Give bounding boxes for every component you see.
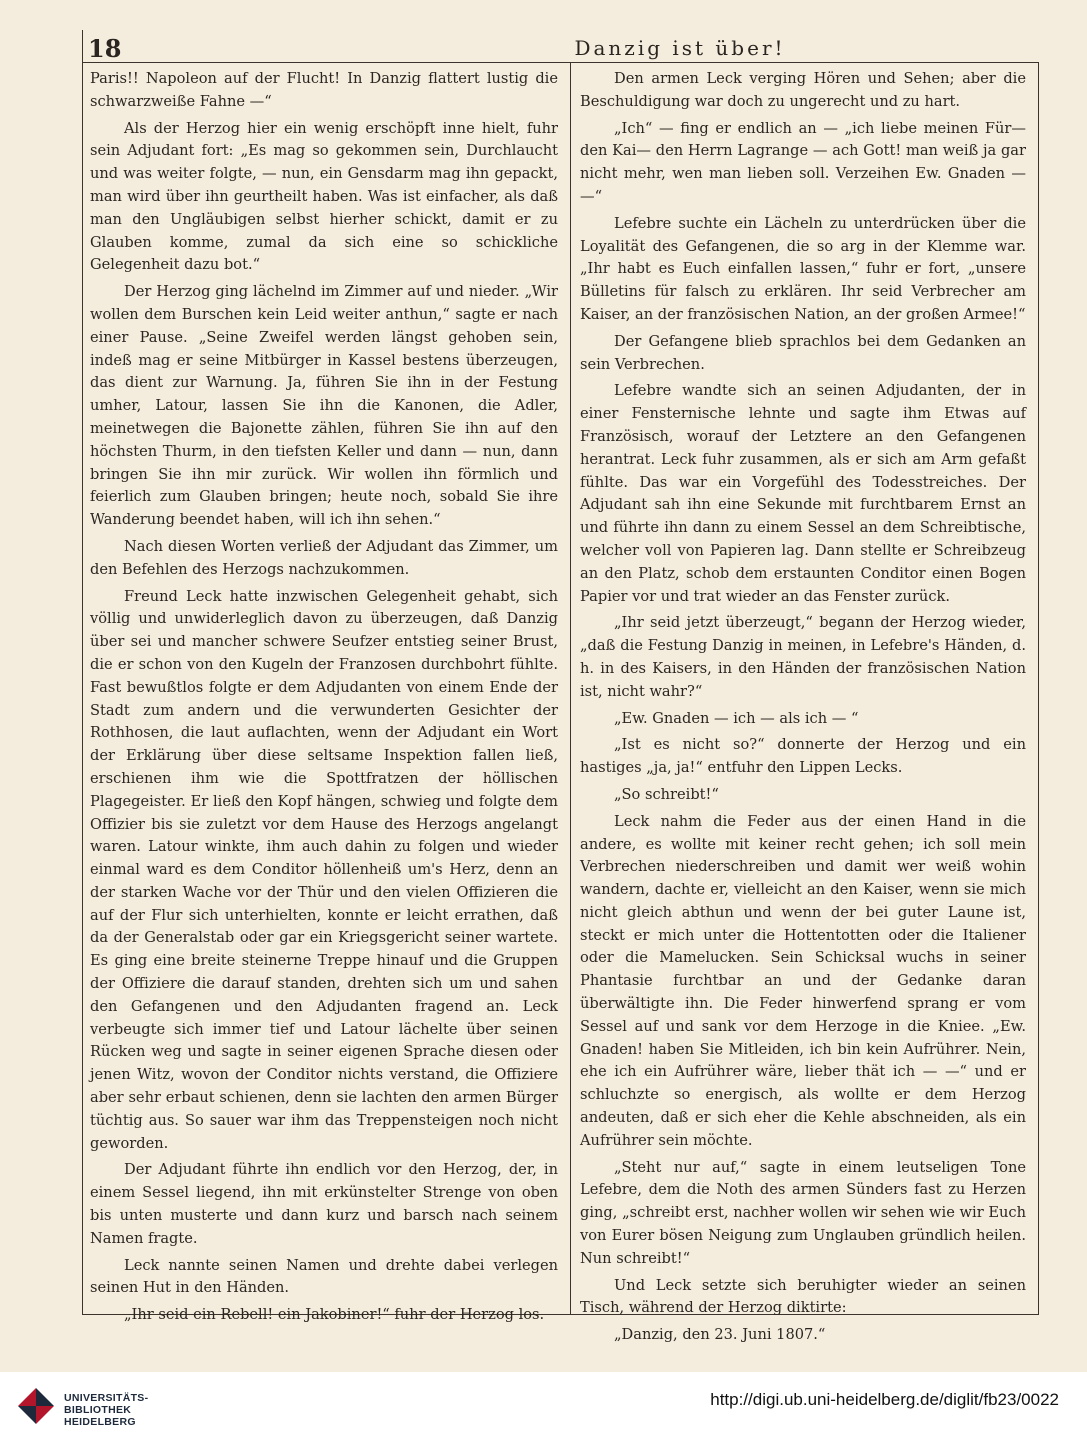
paragraph: Lefebre suchte ein Lächeln zu unterdrücken über die Loyalität des Gefangenen, die so arg in der Klemme war. „Ihr habt es Euch einfallen lassen,“ fuhr er fort, „unsere Bülletins für falsch zu erklären. Ihr seid Verbrecher am Kaiser, an der französischen Nation, an der großen Armee!“ (580, 214, 1026, 323)
paragraph: „Ihr seid ein Rebell! ein Jakobiner!“ fuhr der Herzog los. (124, 1306, 545, 1324)
paragraph: Nach diesen Worten verließ der Adjudant das Zimmer, um den Befehlen des Herzogs nachzukommen. (90, 537, 558, 578)
paragraph: „Steht nur auf,“ sagte in einem leutseligen Tone Lefebre, dem die Noth des armen Sünders fast zu Herzen ging, „schreibt erst, nachher wollen wir sehen wie wir Euch von Eurer bösen Neigung zum Unglauben gründlich heilen. Nun schreibt!“ (580, 1158, 1026, 1267)
library-name (64, 1392, 148, 1428)
right-column (580, 68, 1026, 1351)
paragraph: „Danzig, den 23. Juni 1807.“ (614, 1326, 826, 1344)
paragraph: „Ich“ — fing er endlich an — „ich liebe meinen Für— den Kai— den Herrn Lagrange — ach Gott! man weiß ja gar nicht mehr, wen man lieben soll. Verzeihen Ew. Gnaden — —“ (580, 119, 1026, 205)
page-frame-left-rule (82, 30, 83, 1314)
paragraph: „So schreibt!“ (614, 785, 719, 803)
paragraph: Der Gefangene blieb sprachlos bei dem Gedanken an sein Verbrechen. (580, 332, 1026, 373)
paragraph: „Ihr seid jetzt überzeugt,“ begann der Herzog wieder, „daß die Festung Danzig in meinen, in Lefebre's Händen, d. h. in des Kaisers, in den Händen der französischen Nation ist, nicht wahr?“ (580, 614, 1026, 700)
paragraph: Und Leck setzte sich beruhigter wieder an seinen Tisch, während der Herzog diktirte: (580, 1276, 1026, 1317)
running-title: Danzig ist über! (574, 36, 786, 60)
paragraph: Als der Herzog hier ein wenig erschöpft inne hielt, fuhr sein Adjudant fort: „Es mag so gekommen sein, Durchlaucht und was weiter folgte, — nun, ein Gensdarm mag ihn gepackt, man wird über ihn geurtheilt haben. Was ist einfacher, als daß man den Ungläubigen selbst hierher schickt, damit er zu Glauben komme, zumal da sich eine so schickliche Gelegenheit dazu bot.“ (90, 119, 558, 274)
paragraph: Leck nahm die Feder aus der einen Hand in die andere, es wollte mit keiner recht gehen; ich soll mein Verbrechen niederschreiben und damit wer weiß wohin wandern, dachte er, vielleicht an den Kaiser, wenn sie mich nicht gleich abthun und wenn der bei guter Laune ist, steckt er mich unter die Hottentotten oder die Italiener oder die Mamelucken. Sein Schicksal wuchs in seiner Phantasie furchtbar an und der Gedanke daran überwältigte ihn. Die Feder hinwerfend sprang er vom Sessel auf und sank vor dem Herzoge in die Kniee. „Ew. Gnaden! haben Sie Mitleiden, ich bin kein Aufrührer. Nein, ehe ich ein Aufrührer wäre, lieber thät ich — —“ und er schluchzte so energisch, als wollte er dem Herzog andeuten, daß er sich eher die Kehle abschneiden, als ein Aufrührer sein möchte. (580, 812, 1026, 1149)
library-name-line: HEIDELBERG (64, 1416, 136, 1428)
university-library-logo-icon (14, 1384, 58, 1428)
page-frame-right-rule (1038, 62, 1039, 1314)
paragraph: Paris!! Napoleon auf der Flucht! In Danzig flattert lustig die schwarzweiße Fahne —“ (90, 70, 558, 110)
column-divider (570, 62, 571, 1314)
left-column (90, 68, 558, 1331)
paragraph: Den armen Leck verging Hören und Sehen; aber die Beschuldigung war doch zu ungerecht und zu hart. (580, 70, 1026, 110)
paragraph: Der Herzog ging lächelnd im Zimmer auf und nieder. „Wir wollen dem Burschen kein Leid weiter anthun,“ sagte er nach einer Pause. „Seine Zweifel werden längst gehoben sein, indeß mag er seine Mitbürger in Kassel bestens überzeugen, das dient zur Warnung. Ja, führen Sie ihn in der Festung umher, Latour, lassen Sie ihn die Kanonen, die Adler, meinetwegen die Bajonette zählen, führen Sie ihn auf den höchsten Thurm, in den tiefsten Keller und dann — nun, dann bringen Sie ihn mir zurück. Wir wollen ihn förmlich und feierlich zum Glauben bringen; heute noch, sobald Sie ihre Wanderung beendet haben, will ich ihn sehen.“ (90, 283, 558, 529)
paragraph: Der Adjudant führte ihn endlich vor den Herzog, der, in einem Sessel liegend, ihn mit erkünstelter Strenge von oben bis unten musterte und dann kurz und barsch nach seinem Namen fragte. (90, 1161, 558, 1247)
paragraph: Freund Leck hatte inzwischen Gelegenheit gehabt, sich völlig und unwiderleglich davon zu überzeugen, daß Danzig über sei und mancher schwere Seufzer entstieg seiner Brust, die er schon von den Kugeln der Franzosen durchbohrt fühlte. Fast bewußtlos folgte er dem Adjudanten von einem Ende der Stadt zum andern und die verwunderten Gesichter der Rothhosen, die laut auflachten, wenn der Adjudant ein Wort der Erklärung über diese seltsame Inspektion fallen ließ, erschienen ihm wie die Spottfratzen der höllischen Plagegeister. Er ließ den Kopf hängen, schwieg und folgte dem Offizier bis sie zuletzt vor dem Hause des Herzogs angelangt waren. Latour winkte, ihm auch dahin zu folgen und wieder einmal ward es dem Conditor höllenheiß um's Herz, denn an der starken Wache vor der Thür und den vielen Offizieren die auf der Flur sich unterhielten, konnte er leicht errathen, daß da der Generalstab oder gar ein Kriegsgericht seiner wartete. Es ging eine breite steinerne Treppe hinauf und die Gruppen der Offiziere die darauf standen, drehten sich um und sahen den Gefangenen und den Adjudanten fragend an. Leck verbeugte sich immer tief und Latour lächelte über seinen Rücken weg und sagte in seiner eigenen Sprache diesen oder jenen Witz, wovon der Conditor nichts verstand, die Offiziere aber sehr erbaut schienen, denn sie lachten den armen Bürger tüchtig aus. So sauer war ihm das Treppensteigen noch nicht geworden. (90, 587, 558, 1152)
source-url-link[interactable]: http://digi.ub.uni-heidelberg.de/diglit/fb23/0022 (710, 1390, 1059, 1409)
footer-bar (0, 1372, 1087, 1454)
paragraph: „Ew. Gnaden — ich — als ich — “ (614, 709, 859, 727)
page-number: 18 (88, 34, 122, 63)
paragraph: Leck nannte seinen Namen und drehte dabei verlegen seinen Hut in den Händen. (90, 1256, 558, 1297)
paragraph: „Ist es nicht so?“ donnerte der Herzog und ein hastiges „ja, ja!“ entfuhr den Lippen Lecks. (580, 736, 1026, 777)
library-name-line: UNIVERSITÄTS- (64, 1392, 149, 1404)
page-frame-top-rule (82, 62, 1039, 63)
paragraph: Lefebre wandte sich an seinen Adjudanten, der in einer Fensternische lehnte und sagte ihm Etwas auf Französisch, worauf der Letztere an den Gefangenen herantrat. Leck fuhr zusammen, als er sich am Arm gefaßt fühlte. Das war ein Vorgefühl des Todesstreiches. Der Adjudant sah ihn eine Sekunde mit furchtbarem Ernst an und führte ihn dann zu einem Sessel an dem Schreibtische, welcher voll von Papieren lag. Dann stellte er Schreibzeug an den Platz, schob dem erstaunten Conditor einen Bogen Papier vor und trat wieder an das Fenster zurück. (580, 382, 1026, 605)
library-name-line: BIBLIOTHEK (64, 1404, 132, 1416)
